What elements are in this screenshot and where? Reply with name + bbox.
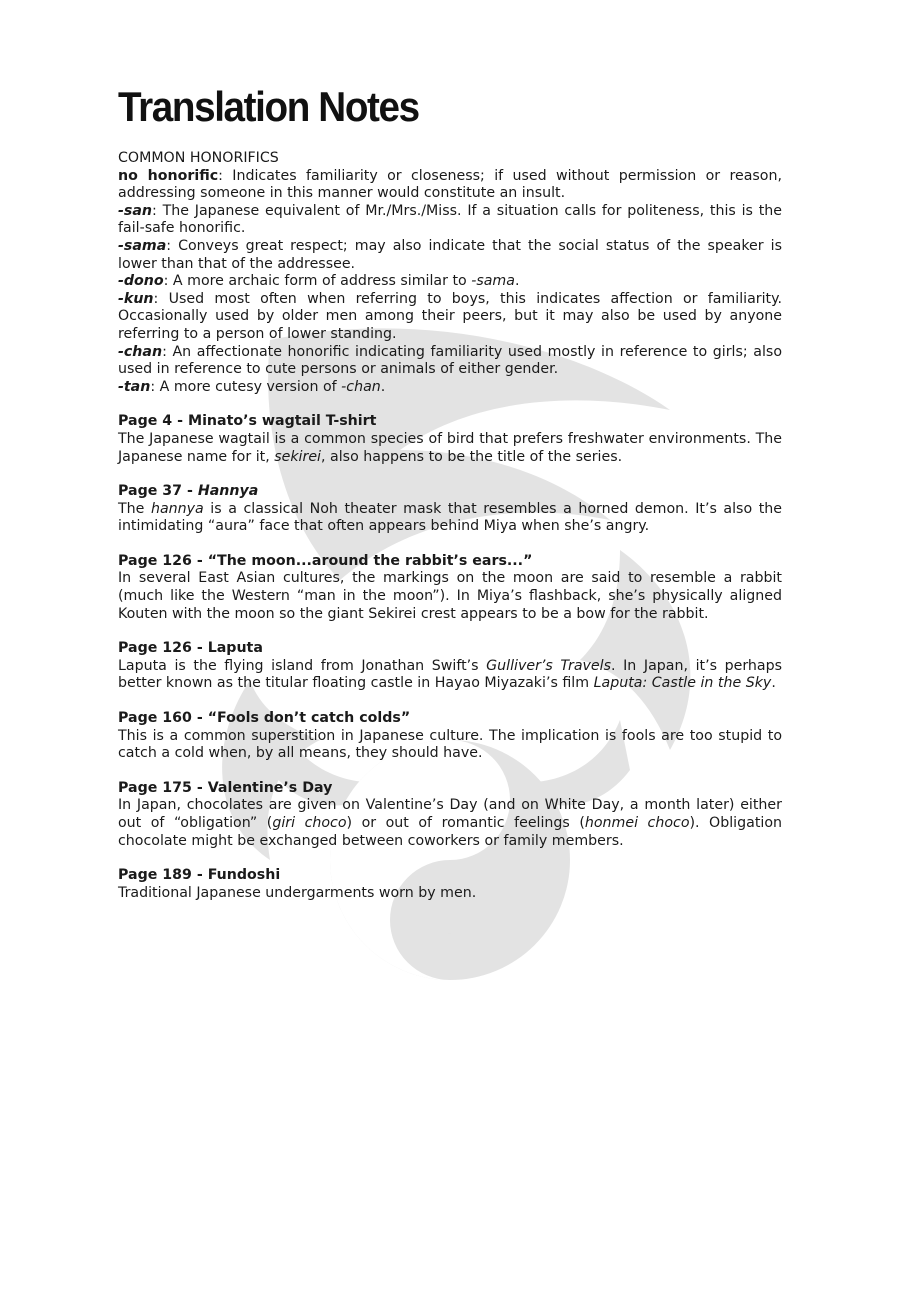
honorific-entry xyxy=(118,379,782,397)
note-body xyxy=(118,658,782,693)
honorific-term: -san xyxy=(118,202,153,219)
honorific-reference: -sama xyxy=(471,273,515,290)
note-section xyxy=(118,483,782,536)
honorifics-header: COMMON HONORIFICS xyxy=(118,150,279,166)
note-heading xyxy=(118,780,782,798)
note-section xyxy=(118,553,782,623)
note-text: ) or out of romantic feelings ( xyxy=(346,815,585,831)
note-italic-term: hannya xyxy=(150,500,204,517)
note-body xyxy=(118,431,782,466)
note-heading-italic: Hannya xyxy=(197,483,259,500)
honorific-reference: -chan xyxy=(341,378,381,395)
note-italic-term: Gulliver’s Travels xyxy=(486,657,611,674)
note-section xyxy=(118,413,782,466)
honorific-entry xyxy=(118,238,782,273)
honorific-entry xyxy=(118,168,782,203)
note-body xyxy=(118,501,782,536)
note-heading xyxy=(118,553,782,571)
note-text: Laputa is the flying island from Jonathan Swift’s xyxy=(118,657,487,674)
honorific-term: no honorific xyxy=(118,167,219,184)
translation-notes-page xyxy=(118,82,782,902)
honorific-definition: : Used most often when referring to boys, this indicates affection or familiarity. Occasionally used by older men among their peers, but it may also be used by anyone referring to a person of lower standing. xyxy=(118,290,782,342)
honorific-definition: : A more cutesy version of xyxy=(150,378,342,395)
note-heading-text: Page 37 - xyxy=(118,483,198,500)
page-title: Translation Notes xyxy=(118,83,419,130)
note-body xyxy=(118,885,782,903)
honorific-entry xyxy=(118,344,782,379)
note-section xyxy=(118,640,782,693)
honorific-term: -sama xyxy=(118,237,167,254)
note-heading-text: Page 160 - “Fools don’t catch colds” xyxy=(118,710,411,727)
honorific-punctuation: . xyxy=(380,378,386,395)
note-body xyxy=(118,728,782,763)
note-heading xyxy=(118,483,782,501)
note-heading-text: Page 126 - Laputa xyxy=(118,640,263,657)
note-italic-term: giri choco xyxy=(272,815,347,831)
note-heading xyxy=(118,413,782,431)
note-italic-term: Laputa: Castle in the Sky xyxy=(593,675,772,692)
note-section xyxy=(118,867,782,902)
honorific-term: -tan xyxy=(118,378,151,395)
note-text: . xyxy=(771,675,776,692)
note-body xyxy=(118,797,782,850)
note-body xyxy=(118,570,782,623)
honorific-term: -dono xyxy=(118,273,164,290)
honorific-term: -chan xyxy=(118,343,163,360)
note-italic-term: sekirei xyxy=(274,448,322,465)
honorific-definition: : The Japanese equivalent of Mr./Mrs./Miss. If a situation calls for politeness, this is the fail-safe honorific. xyxy=(118,202,782,237)
honorific-definition: : A more archaic form of address similar to xyxy=(163,273,472,290)
honorific-definition: : An affectionate honorific indicating familiarity used mostly in reference to girls; also used in reference to cute persons or animals of either gender. xyxy=(118,343,782,378)
note-section xyxy=(118,780,782,850)
honorific-definition: : Conveys great respect; may also indicate that the social status of the speaker is lower than that of the addressee. xyxy=(118,237,782,272)
note-text: The xyxy=(118,500,151,517)
honorifics-section xyxy=(118,150,782,396)
note-heading-text: Page 126 - “The moon...around the rabbit’s ears...” xyxy=(118,552,533,569)
notes-list xyxy=(118,413,782,902)
note-heading xyxy=(118,640,782,658)
note-heading-text: Page 175 - Valentine’s Day xyxy=(118,779,333,796)
note-text: The Japanese wagtail is a common species of bird that prefers freshwater environments. The Japanese name for it, xyxy=(118,430,782,465)
honorific-entry xyxy=(118,203,782,238)
honorifics-list xyxy=(118,168,782,397)
honorific-entry xyxy=(118,273,782,291)
note-heading-text: Page 4 - Minato’s wagtail T-shirt xyxy=(118,413,377,430)
note-text: , also happens to be the title of the series. xyxy=(321,448,623,465)
honorific-definition: : Indicates familiarity or closeness; if used without permission or reason, addressing someone in this manner would constitute an insult. xyxy=(118,167,782,202)
note-heading-text: Page 189 - Fundoshi xyxy=(118,867,281,884)
note-text: is a classical Noh theater mask that resembles a horned demon. It’s also the intimidating “aura” face that often appears behind Miya when she’s angry. xyxy=(118,500,782,535)
note-heading xyxy=(118,867,782,885)
honorific-punctuation: . xyxy=(514,273,520,290)
note-text: ). Obligation chocolate might be exchanged between coworkers or family members. xyxy=(118,815,782,849)
note-italic-term: honmei choco xyxy=(584,815,690,831)
note-section xyxy=(118,710,782,763)
note-text: Traditional Japanese undergarments worn by men. xyxy=(118,884,477,901)
note-text: In Japan, chocolates are given on Valentine’s Day (and on White Day, a month later) either out of “obligation” ( xyxy=(118,797,782,831)
honorific-term: -kun xyxy=(118,290,154,307)
honorific-entry xyxy=(118,291,782,344)
note-heading xyxy=(118,710,782,728)
note-text: This is a common superstition in Japanese culture. The implication is fools are too stupid to catch a cold when, by all means, they should have. xyxy=(118,727,782,762)
note-text: In several East Asian cultures, the markings on the moon are said to resemble a rabbit (much like the Western “man in the moon”). In Miya’s flashback, she’s physically aligned Kouten with the moon so the giant Sekirei crest appears to be a bow for the rabbit. xyxy=(118,570,782,622)
note-text: . In Japan, it’s perhaps better known as the titular floating castle in Hayao Miyazaki’s film xyxy=(118,657,782,692)
